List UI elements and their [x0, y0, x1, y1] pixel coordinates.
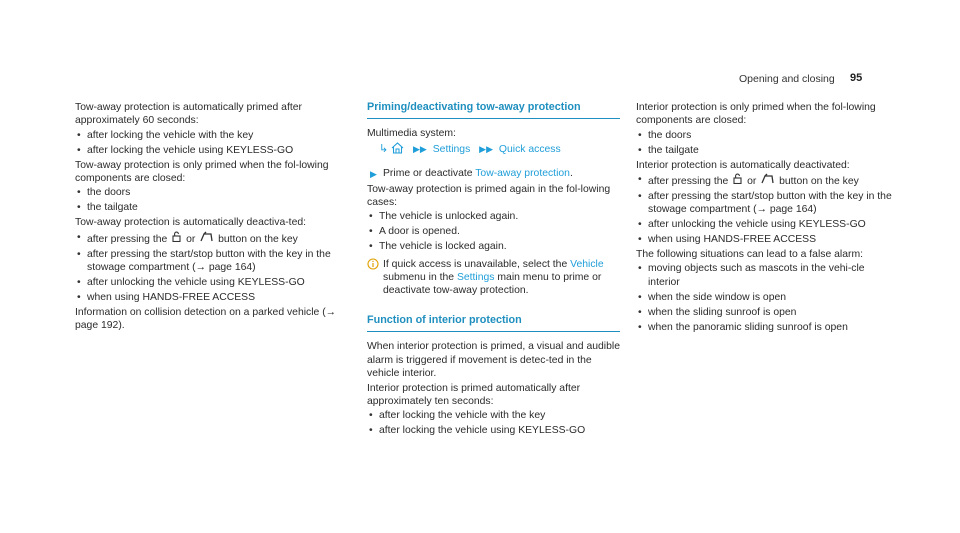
list-item: • the tailgate [75, 201, 347, 214]
list-item: • the doors [636, 129, 898, 142]
bullet-list [636, 173, 898, 247]
tow-away-protection-link[interactable]: Tow-away protection [475, 168, 570, 180]
unlock-key-icon [172, 231, 181, 246]
section-heading: Function of interior protection [367, 314, 620, 332]
paragraph: Interior protection is primed automatically after approximately ten seconds: [367, 382, 581, 407]
list-item: • when the sliding sunroof is open [636, 306, 898, 319]
bullet-list [636, 262, 898, 334]
home-icon [391, 142, 404, 158]
header-title: Opening and closing [739, 73, 835, 85]
bullet-list [75, 129, 347, 157]
list-item: • when the side window is open [636, 291, 898, 304]
bullet-list [367, 409, 620, 437]
bullet-list [75, 186, 347, 214]
info-note [367, 258, 620, 298]
settings-link[interactable]: Settings [432, 143, 471, 155]
unlock-key-icon [733, 173, 742, 188]
action-text: Prime or deactivate [383, 168, 473, 180]
paragraph: Tow-away protection is automatically primed after approximately 60 seconds: [75, 102, 302, 127]
paragraph: Interior protection is automatically deactivated: [636, 159, 850, 171]
path-separator-icon: ▶▶ [413, 143, 427, 154]
list-item: • when using HANDS-FREE ACCESS [75, 291, 347, 304]
list-text: button on the key [779, 176, 859, 188]
bullet-list [367, 210, 620, 253]
menu-path [367, 142, 620, 158]
info-icon [367, 258, 379, 274]
list-item: • after locking the vehicle using KEYLESS-GO [367, 424, 620, 437]
paragraph: Tow-away protection is automatically deactiva-ted: [75, 217, 307, 229]
column-left [75, 101, 347, 334]
note-text: submenu in the [383, 272, 455, 284]
list-text: after pressing the [648, 176, 729, 188]
action-step [367, 167, 620, 180]
system-label: Multimedia system: [367, 128, 456, 140]
path-separator-icon: ▶▶ [479, 143, 494, 154]
bullet-list [636, 129, 898, 157]
note-text: If quick access is unavailable, select the [383, 258, 568, 270]
list-item: • after pressing the start/stop button with the key in the stowage compartment (→ page 164) [636, 190, 898, 217]
action-triangle-icon: ▶ [370, 169, 377, 180]
paragraph: When interior protection is primed, a visual and audible alarm is triggered if movement is detec-ted in the vehicle interior. [367, 341, 620, 380]
paragraph: Interior protection is only primed when the fol-lowing components are closed: [636, 102, 876, 127]
list-text: after pressing the [87, 233, 168, 245]
list-item: • moving objects such as mascots in the vehi-cle interior [636, 262, 898, 289]
list-item: • when using HANDS-FREE ACCESS [636, 233, 898, 246]
list-item: • after locking the vehicle using KEYLESS-GO [75, 144, 347, 157]
list-text: button on the key [218, 233, 298, 245]
list-item: • The vehicle is unlocked again. [367, 210, 620, 223]
paragraph: The following situations can lead to a false alarm: [636, 249, 863, 261]
paragraph: Tow-away protection is only primed when the fol-lowing components are closed: [75, 159, 329, 185]
list-item: • A door is opened. [367, 225, 620, 238]
path-arrow-icon: ↳ [379, 142, 389, 155]
list-item [636, 173, 898, 188]
paragraph: Tow-away protection is primed again in the fol-lowing cases: [367, 183, 611, 209]
list-item: • after unlocking the vehicle using KEYLESS-GO [636, 218, 898, 231]
bullet-list [75, 231, 347, 305]
list-item: • the doors [75, 186, 347, 199]
column-middle [367, 101, 620, 439]
section-heading: Priming/deactivating tow-away protection [367, 101, 620, 119]
action-text-end: . [569, 168, 573, 180]
list-item: • after pressing the start/stop button with the key in the stowage compartment (→ page 164) [75, 248, 347, 275]
list-text: or [186, 233, 196, 245]
note-text: main menu to prime or deactivate tow-away protection. [383, 272, 602, 297]
page-number: 95 [850, 72, 863, 84]
tailgate-key-icon [200, 231, 213, 246]
list-item: • The vehicle is locked again. [367, 240, 620, 253]
list-item: • the tailgate [636, 144, 898, 157]
column-right [636, 101, 898, 336]
list-item: • after locking the vehicle with the key [75, 129, 347, 142]
settings-link[interactable]: Settings [456, 272, 495, 284]
vehicle-link[interactable]: Vehicle [570, 258, 604, 270]
quick-access-link[interactable]: Quick access [498, 143, 561, 155]
paragraph: Information on collision detection on a parked vehicle (→ page 192). [75, 306, 337, 332]
list-item: • when the panoramic sliding sunroof is open [636, 321, 898, 334]
list-item: • after locking the vehicle with the key [367, 409, 620, 422]
list-text: or [747, 176, 757, 188]
list-item: • after unlocking the vehicle using KEYLESS-GO [75, 276, 347, 289]
tailgate-key-icon [761, 173, 774, 188]
list-item [75, 231, 347, 246]
